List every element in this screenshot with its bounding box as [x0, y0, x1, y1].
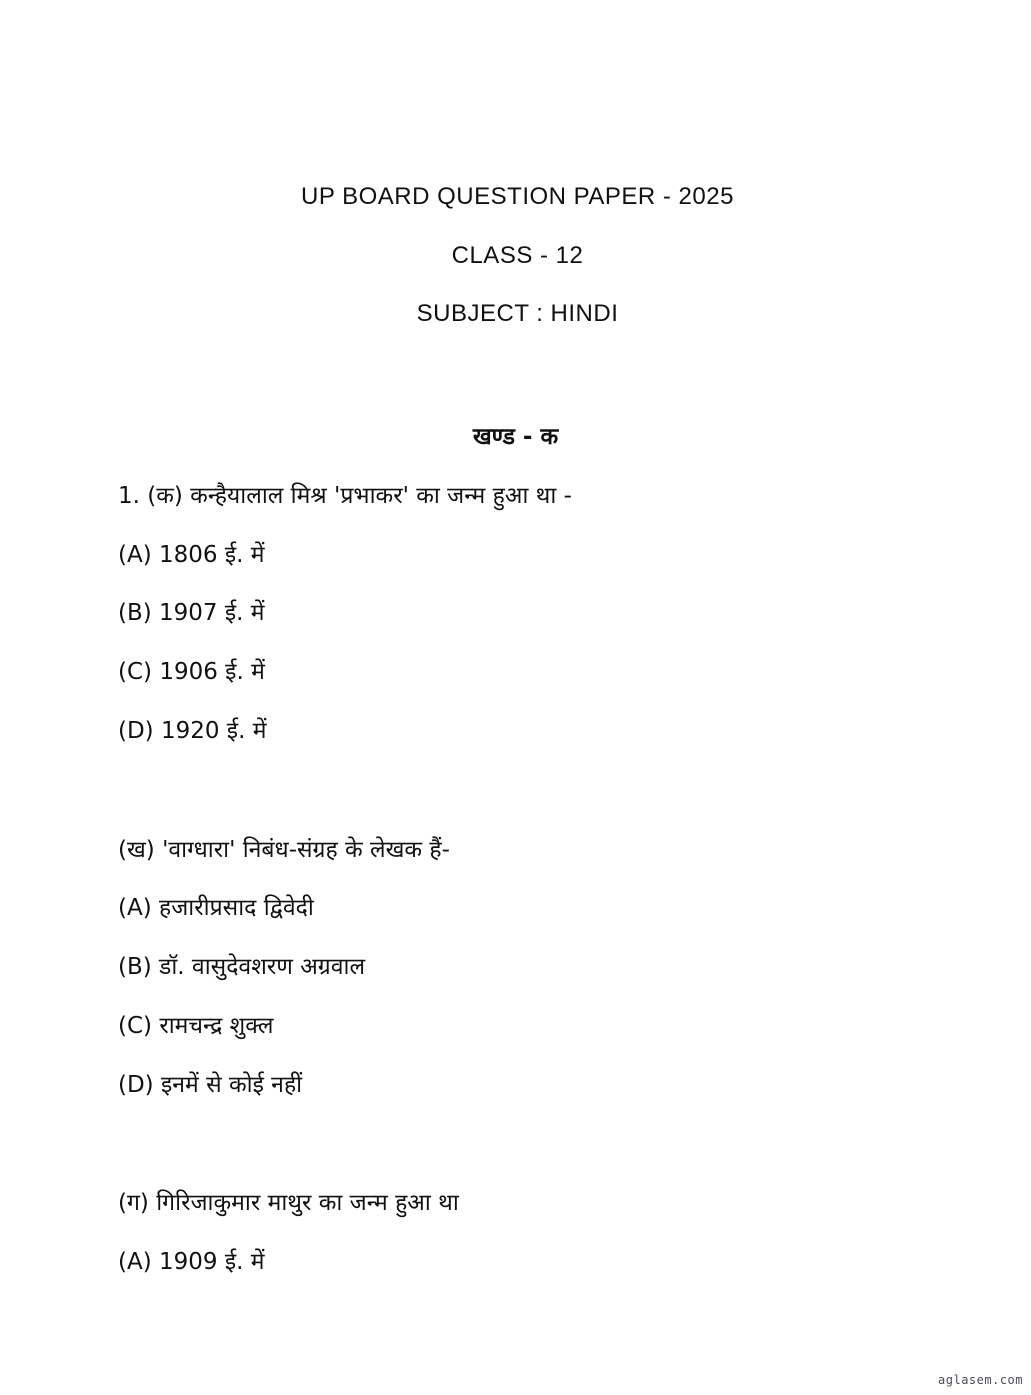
- subject-label: SUBJECT : HINDI: [416, 300, 619, 327]
- question-2-text: (ख) 'वाग्धारा' निबंध-संग्रह के लेखक हैं-: [118, 837, 450, 863]
- question-2-option-b: (B) डॉ. वासुदेवशरण अग्रवाल: [118, 954, 366, 980]
- question-2-option-a: (A) हजारीप्रसाद द्विवेदी: [118, 895, 314, 921]
- question-1-option-d: (D) 1920 ई. में: [118, 718, 267, 744]
- class-label: CLASS - 12: [451, 242, 584, 269]
- section-title: खण्ड - क: [472, 424, 559, 450]
- paper-title: UP BOARD QUESTION PAPER - 2025: [301, 183, 734, 210]
- question-2-option-d: (D) इनमें से कोई नहीं: [118, 1072, 303, 1098]
- question-1-option-a: (A) 1806 ई. में: [118, 542, 265, 568]
- question-3-option-a: (A) 1909 ई. में: [118, 1249, 265, 1275]
- question-3-text: (ग) गिरिजाकुमार माथुर का जन्म हुआ था: [118, 1190, 459, 1216]
- question-1-option-b: (B) 1907 ई. में: [118, 600, 265, 626]
- question-1-text: 1. (क) कन्हैयालाल मिश्र 'प्रभाकर' का जन्म हुआ था -: [118, 483, 572, 509]
- question-1-option-c: (C) 1906 ई. में: [118, 659, 265, 685]
- question-2-option-c: (C) रामचन्द्र शुक्ल: [118, 1013, 274, 1039]
- footer-site-label: aglasem.com: [938, 1373, 1023, 1387]
